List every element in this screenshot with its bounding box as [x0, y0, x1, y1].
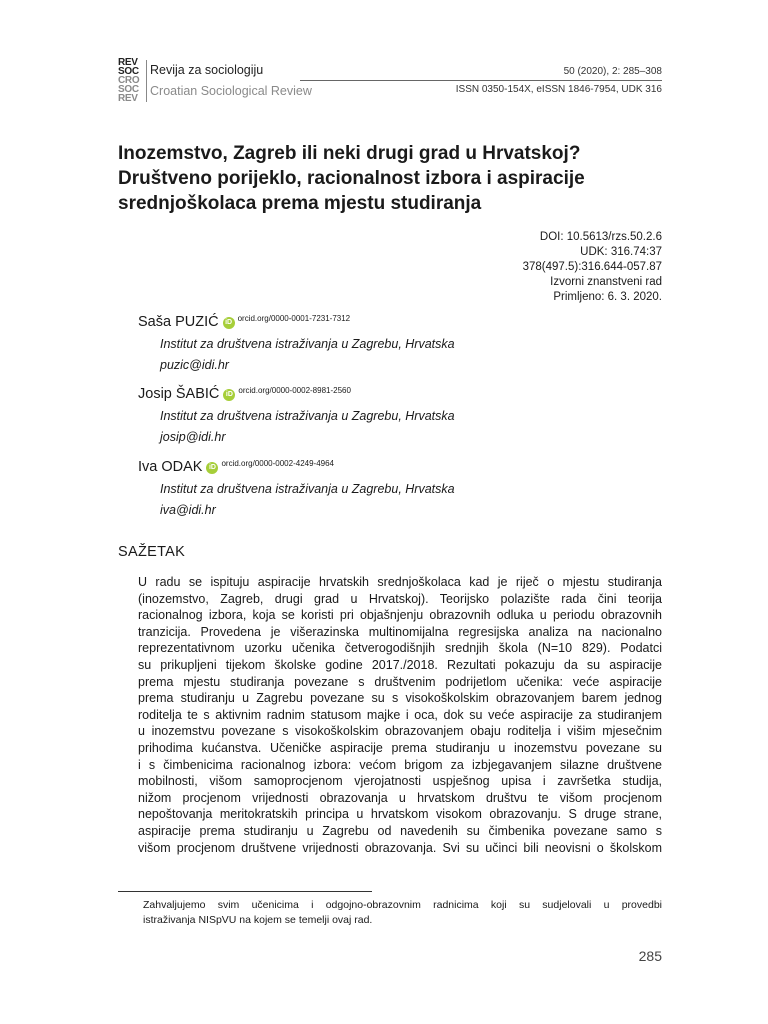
udk-extra: 378(497.5):316.644-057.87 [522, 261, 662, 273]
abstract-line: nepoštovanja meritokratskih principa u hrvatskom visokom obrazovanju. S druge strane, [138, 807, 662, 822]
title-line: Društveno porijeklo, racionalnost izbora i aspiracije [118, 168, 585, 189]
article-type: Izvorni znanstveni rad [550, 276, 662, 288]
issue-info: 50 (2020), 2: 285–308 [563, 66, 662, 77]
journal-logo [118, 58, 144, 103]
logo-line: CRO [118, 75, 140, 86]
author-name-text: Iva ODAK [138, 459, 203, 475]
abstract-body [138, 574, 662, 856]
author-name [138, 459, 334, 475]
issn-info: ISSN 0350-154X, eISSN 1846-7954, UDK 316 [455, 84, 662, 95]
abstract-line: U radu se ispituju aspiracije hrvatskih srednjoškolaca kad je riječ o mjestu studiranja [138, 575, 662, 589]
logo-line: REV [118, 57, 138, 68]
orcid-icon[interactable]: iD [223, 317, 235, 329]
logo-divider [146, 60, 147, 102]
abstract-heading: SAŽETAK [118, 544, 186, 560]
abstract-line: su prikupljeni tijekom školske godine 2017./2018. Rezultati pokazuju da su aspiracije [138, 657, 662, 672]
doi: DOI: 10.5613/rzs.50.2.6 [539, 231, 662, 243]
orcid-link[interactable]: orcid.org/0000-0002-8981-2560 [238, 386, 351, 395]
abstract-line: aspiracije prema studiranju u Zagrebu od navedenih su čimbenika povezane samo s [138, 823, 662, 838]
orcid-icon[interactable]: iD [223, 389, 235, 401]
article-title [118, 141, 658, 216]
footnote-line: istraživanja NISpVU na kojem se temelji ovaj rad. [143, 914, 373, 926]
abstract-line: mobilnosti, višom samoprocjenom vjerojatnosti uspješnog upisa i završetka studija, [138, 774, 662, 789]
abstract-line: prihodima kućanstva. Učeničke aspiracije prema studiranju u inozemstvu povezane su [138, 740, 662, 755]
abstract-line: roditelja te s aktivnim radnim statusom majke i oca, dok su veće aspiracije za studiranjem [138, 707, 662, 722]
author-email[interactable]: iva@idi.hr [160, 503, 216, 517]
logo-line: REV [118, 93, 138, 104]
author-name-text: Josip ŠABIĆ [138, 386, 220, 402]
header-rule [300, 80, 662, 81]
journal-subtitle: Croatian Sociological Review [150, 84, 312, 98]
author-email[interactable]: josip@idi.hr [160, 430, 226, 444]
abstract-line: reprezentativnom uzorku učenika četverogodišnjih srednjih škola (N=10 829). Podatci [138, 641, 662, 656]
page-number: 285 [638, 948, 662, 964]
footnote-line: Zahvaljujemo svim učenicima i odgojno-obrazovnim radnicima koji su sudjelovali u provedbi [143, 899, 662, 911]
footnote [143, 898, 662, 928]
abstract-line: višom procjenom društvene vrijednosti obrazovanja. Svi su učinci bili neovisni o školskom [138, 840, 662, 855]
title-line: Inozemstvo, Zagreb ili neki drugi grad u Hrvatskoj? [118, 143, 581, 164]
received-date: Primljeno: 6. 3. 2020. [553, 291, 662, 303]
author-affiliation: Institut za društvena istraživanja u Zagrebu, Hrvatska [160, 337, 455, 351]
author-name [138, 314, 350, 330]
abstract-line: u inozemstvu povezane s visokoškolskim obrazovanjem obaju roditelja i višim mjesečnim [138, 724, 662, 739]
abstract-line: nižom procjenom vrijednosti obrazovanja u hrvatskom društvu te višom procjenom [138, 790, 662, 805]
orcid-link[interactable]: orcid.org/0000-0001-7231-7312 [237, 314, 351, 323]
abstract-line: racionalnog izbora, koja se koristi pri objašnjenju obrazovnih odluka u periodu obrazovnih [138, 608, 662, 623]
author-affiliation: Institut za društvena istraživanja u Zagrebu, Hrvatska [160, 409, 455, 423]
logo-line: SOC [118, 66, 139, 77]
udk: UDK: 316.74:37 [580, 246, 662, 258]
orcid-link[interactable]: orcid.org/0000-0002-4249-4964 [221, 459, 334, 468]
abstract-line: prema mjestu studiranja povezane s društvenim podrijetlom učenika: veće aspiracije [138, 674, 662, 689]
abstract-line: (inozemstvo, Zagreb, drugi grad u Hrvatskoj). Teorijsko polazište rada čini teorija [138, 591, 662, 606]
logo-line: SOC [118, 84, 139, 95]
author-name [138, 386, 351, 402]
title-line: srednjoškolaca prema mjestu studiranja [118, 193, 482, 214]
article-meta [523, 230, 662, 305]
orcid-icon[interactable]: iD [206, 462, 218, 474]
footnote-rule [118, 891, 372, 892]
abstract-line: tranzicija. Provedena je višerazinska multinomijalna regresijska analiza na nacionalno [138, 624, 662, 639]
author-email[interactable]: puzic@idi.hr [160, 358, 229, 372]
author-name-text: Saša PUZIĆ [138, 314, 219, 330]
journal-name: Revija za sociologiju [150, 63, 264, 77]
author-affiliation: Institut za društvena istraživanja u Zagrebu, Hrvatska [160, 482, 455, 496]
abstract-line: prema studiranju u Zagrebu povezane su s visokoškolskim obrazovanjem barem jednog [138, 691, 662, 706]
abstract-line: i s čimbenicima racionalnog izbora: većom brigom za izbjegavanjem silazne društvene [138, 757, 662, 772]
